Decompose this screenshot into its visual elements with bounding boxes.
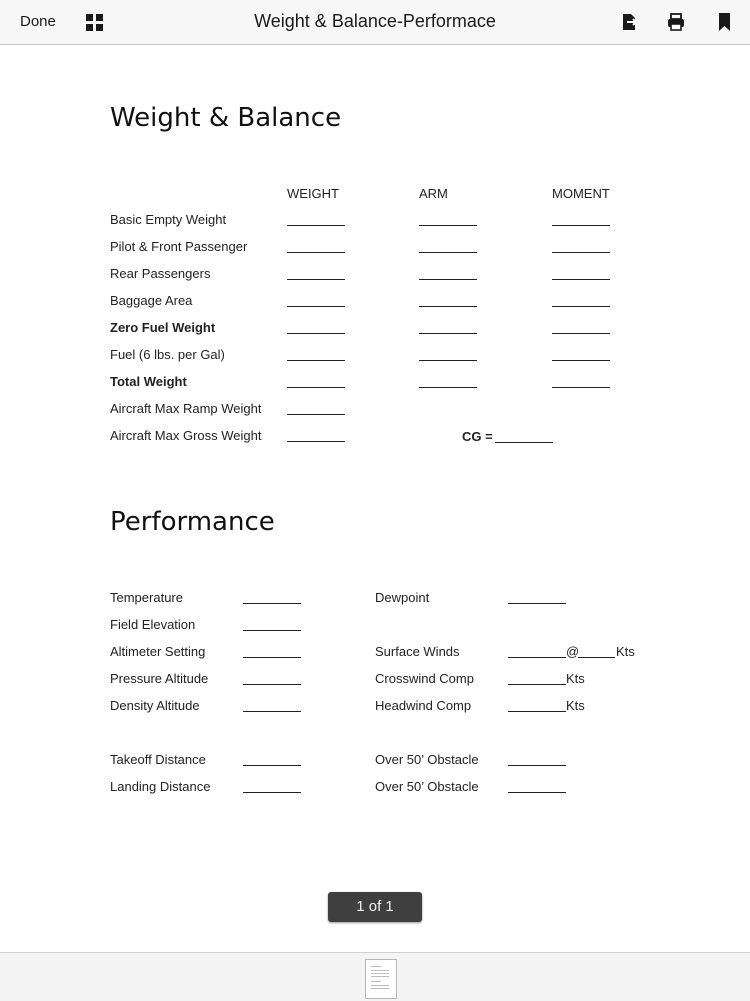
weight-balance-row-label: Total Weight bbox=[110, 374, 187, 389]
performance-left-blank[interactable] bbox=[243, 765, 301, 766]
moment-blank[interactable] bbox=[552, 279, 610, 280]
weight-balance-row-label: Aircraft Max Ramp Weight bbox=[110, 401, 262, 416]
performance-left-blank[interactable] bbox=[243, 792, 301, 793]
performance-left-label: Temperature bbox=[110, 590, 183, 605]
weight-blank[interactable] bbox=[287, 225, 345, 226]
performance-right-label: Dewpoint bbox=[375, 590, 430, 605]
column-header-moment: MOMENT bbox=[552, 186, 610, 201]
performance-heading: Performance bbox=[110, 507, 275, 537]
weight-balance-row-label: Baggage Area bbox=[110, 293, 193, 308]
arm-blank[interactable] bbox=[419, 252, 477, 253]
performance-right-blank[interactable] bbox=[508, 711, 566, 712]
weight-balance-row-label: Rear Passengers bbox=[110, 266, 211, 281]
kts-unit: Kts bbox=[616, 644, 635, 659]
page-indicator: 1 of 1 bbox=[328, 892, 422, 922]
performance-right-blank[interactable] bbox=[508, 684, 566, 685]
cg-blank[interactable] bbox=[495, 442, 553, 443]
performance-left-blank[interactable] bbox=[243, 603, 301, 604]
thumbnail-bar bbox=[0, 952, 750, 1001]
performance-left-blank[interactable] bbox=[243, 657, 301, 658]
weight-blank[interactable] bbox=[287, 360, 345, 361]
performance-right-blank[interactable] bbox=[508, 657, 566, 658]
page-thumbnail[interactable] bbox=[365, 959, 397, 999]
performance-right-label: Over 50’ Obstacle bbox=[375, 752, 479, 767]
done-button[interactable]: Done bbox=[20, 13, 56, 30]
print-icon[interactable] bbox=[666, 12, 686, 32]
performance-right-label: Headwind Comp bbox=[375, 698, 472, 713]
weight-balance-heading: Weight & Balance bbox=[110, 103, 342, 133]
weight-balance-row-label: Basic Empty Weight bbox=[110, 212, 227, 227]
arm-blank[interactable] bbox=[419, 360, 477, 361]
performance-left-label: Density Altitude bbox=[110, 698, 200, 713]
performance-right-label: Surface Winds bbox=[375, 644, 460, 659]
weight-balance-row-label: Aircraft Max Gross Weight bbox=[110, 428, 262, 443]
performance-right-blank[interactable] bbox=[508, 792, 566, 793]
cg-label: CG = bbox=[462, 429, 493, 444]
top-toolbar bbox=[0, 0, 750, 45]
document-page bbox=[0, 45, 750, 950]
surface-winds-speed-blank[interactable] bbox=[578, 657, 615, 658]
arm-blank[interactable] bbox=[419, 306, 477, 307]
performance-left-label: Landing Distance bbox=[110, 779, 211, 794]
performance-right-blank[interactable] bbox=[508, 603, 566, 604]
performance-left-label: Field Elevation bbox=[110, 617, 196, 632]
moment-blank[interactable] bbox=[552, 225, 610, 226]
weight-blank[interactable] bbox=[287, 387, 345, 388]
weight-blank[interactable] bbox=[287, 414, 345, 415]
performance-left-label: Altimeter Setting bbox=[110, 644, 206, 659]
performance-left-blank[interactable] bbox=[243, 711, 301, 712]
moment-blank[interactable] bbox=[552, 333, 610, 334]
bookmark-icon[interactable] bbox=[715, 12, 735, 32]
performance-right-blank[interactable] bbox=[508, 765, 566, 766]
moment-blank[interactable] bbox=[552, 252, 610, 253]
arm-blank[interactable] bbox=[419, 225, 477, 226]
moment-blank[interactable] bbox=[552, 306, 610, 307]
column-header-weight: WEIGHT bbox=[287, 186, 339, 201]
arm-blank[interactable] bbox=[419, 387, 477, 388]
weight-blank[interactable] bbox=[287, 279, 345, 280]
performance-left-label: Pressure Altitude bbox=[110, 671, 209, 686]
weight-blank[interactable] bbox=[287, 333, 345, 334]
grid-icon[interactable] bbox=[86, 14, 103, 31]
weight-balance-row-label: Fuel (6 lbs. per Gal) bbox=[110, 347, 225, 362]
at-symbol: @ bbox=[566, 644, 580, 659]
weight-blank[interactable] bbox=[287, 441, 345, 442]
weight-blank[interactable] bbox=[287, 306, 345, 307]
arm-blank[interactable] bbox=[419, 333, 477, 334]
performance-left-blank[interactable] bbox=[243, 630, 301, 631]
moment-blank[interactable] bbox=[552, 360, 610, 361]
column-header-arm: ARM bbox=[419, 186, 448, 201]
arm-blank[interactable] bbox=[419, 279, 477, 280]
document-title: Weight & Balance-Performace bbox=[254, 11, 496, 31]
weight-balance-row-label: Zero Fuel Weight bbox=[110, 320, 216, 335]
kts-unit: Kts bbox=[566, 698, 585, 713]
weight-balance-row-label: Pilot & Front Passenger bbox=[110, 239, 248, 254]
weight-blank[interactable] bbox=[287, 252, 345, 253]
share-export-icon[interactable] bbox=[620, 12, 640, 32]
performance-right-label: Over 50’ Obstacle bbox=[375, 779, 479, 794]
performance-left-blank[interactable] bbox=[243, 684, 301, 685]
kts-unit: Kts bbox=[566, 671, 585, 686]
performance-right-label: Crosswind Comp bbox=[375, 671, 474, 686]
performance-left-label: Takeoff Distance bbox=[110, 752, 206, 767]
moment-blank[interactable] bbox=[552, 387, 610, 388]
